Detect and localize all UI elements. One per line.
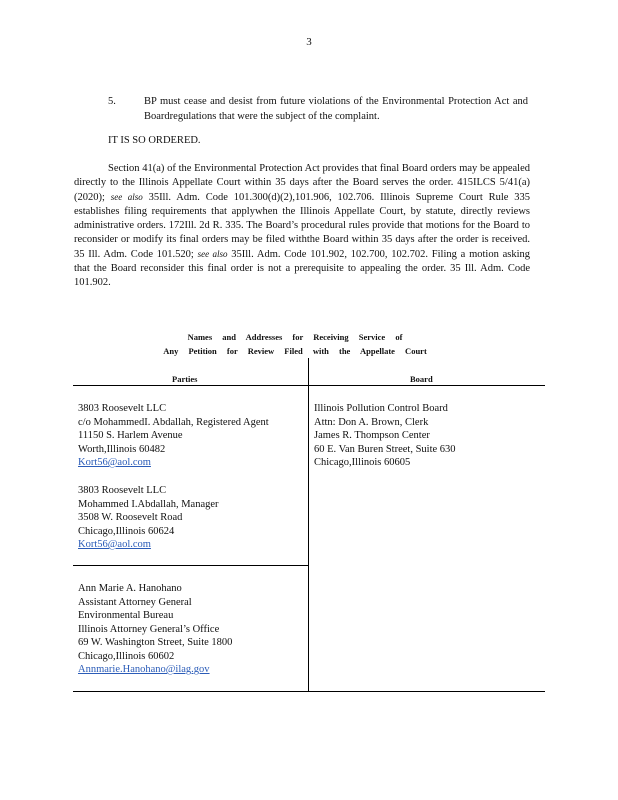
party-1-line: 3803 Roosevelt LLC [78, 403, 167, 414]
board-line: Chicago,Illinois 60605 [314, 457, 411, 468]
party-1-line: 11150 S. Harlem Avenue [78, 430, 183, 441]
party-2-line: Mohammed I.Abdallah, Manager [78, 498, 219, 510]
party-1-line: Worth,Illinois 60482 [78, 443, 166, 455]
party-3-line: Chicago,Illinois 60602 [78, 650, 175, 662]
board-line: Attn: Don A. Brown, Clerk [314, 416, 429, 428]
party-3-line: Illinois Attorney General’s Office [78, 623, 220, 635]
service-title-line-2: Any Petition for Review Filed with the Appellate Court [163, 346, 427, 356]
col-header-board: Board [410, 374, 433, 384]
party-1-email-link[interactable]: Kort56@aol.com [78, 457, 151, 468]
item-text: BP must cease and desist from future violations of the Environmental Protection Act and Boardregulations that were the subject of the complaint. [144, 96, 528, 122]
table-divider [308, 358, 309, 692]
para-part-3: 35Ill. Adm. Code 101.902, 102.700, 102.702. Filing a motion asking that the Board reconsider this final order is not a prerequisite to appealing the order. 35 Ill. Adm. Code 101.902. [74, 249, 531, 288]
para-part-2: 35Ill. Adm. Code 101.300(d)(2),101.906, 102.706. Illinois Supreme Court Rule 335 establishes filing requirements that applywhen the Illinois Appellate Court, by statute, directly reviews administrative orders. 172Ill. 2d R. 335. The Board’s procedural rules provide that motions for the Board to reconsider or modify its final orders may be filed withthe Board within 35 days after the order is received. 35 Ill. Adm. Code 101.520; [74, 192, 531, 260]
board-line: James R. Thompson Center [314, 430, 430, 441]
party-1-address [78, 402, 269, 470]
board-line: Illinois Pollution Control Board [314, 403, 448, 414]
see-also-2: see also [197, 249, 228, 259]
see-also-1: see also [110, 192, 143, 202]
party-3-address [78, 582, 232, 677]
page-number: 3 [306, 36, 312, 48]
party-2-line: 3508 W. Roosevelt Road [78, 512, 183, 523]
party-2-email-link[interactable]: Kort56@aol.com [78, 539, 151, 550]
service-table-title [150, 330, 440, 358]
party-3-line: Ann Marie A. Hanohano [78, 583, 182, 594]
it-is-so-ordered: IT IS SO ORDERED. [108, 135, 201, 146]
col-header-parties: Parties [172, 374, 198, 384]
party-separator-rule [73, 565, 308, 566]
party-3-line: 69 W. Washington Street, Suite 1800 [78, 637, 233, 648]
service-title-line-1: Names and Addresses for Receiving Service of [187, 332, 403, 342]
item-number: 5. [108, 96, 116, 107]
para-part-1: Section 41(a) of the Environmental Protection Act provides that final Board orders may be appealed directly to the Illinois Appellate Court within 35 days after the Board serves the order. 415ILCS 5/41(a) (2020); [74, 163, 530, 203]
party-3-line: Assistant Attorney General [78, 596, 192, 608]
party-2-address [78, 484, 219, 552]
board-line: 60 E. Van Buren Street, Suite 630 [314, 443, 456, 455]
party-2-line: 3803 Roosevelt LLC [78, 485, 167, 496]
party-3-line: Environmental Bureau [78, 610, 174, 621]
party-1-line: c/o MohammedI. Abdallah, Registered Agent [78, 416, 269, 428]
appeal-paragraph [74, 162, 530, 290]
party-2-line: Chicago,Illinois 60624 [78, 525, 175, 537]
party-3-email-link[interactable]: Annmarie.Hanohano@ilag.gov [78, 664, 210, 675]
table-bottom-rule [73, 691, 545, 692]
board-address [314, 402, 456, 470]
table-top-rule [73, 385, 545, 386]
